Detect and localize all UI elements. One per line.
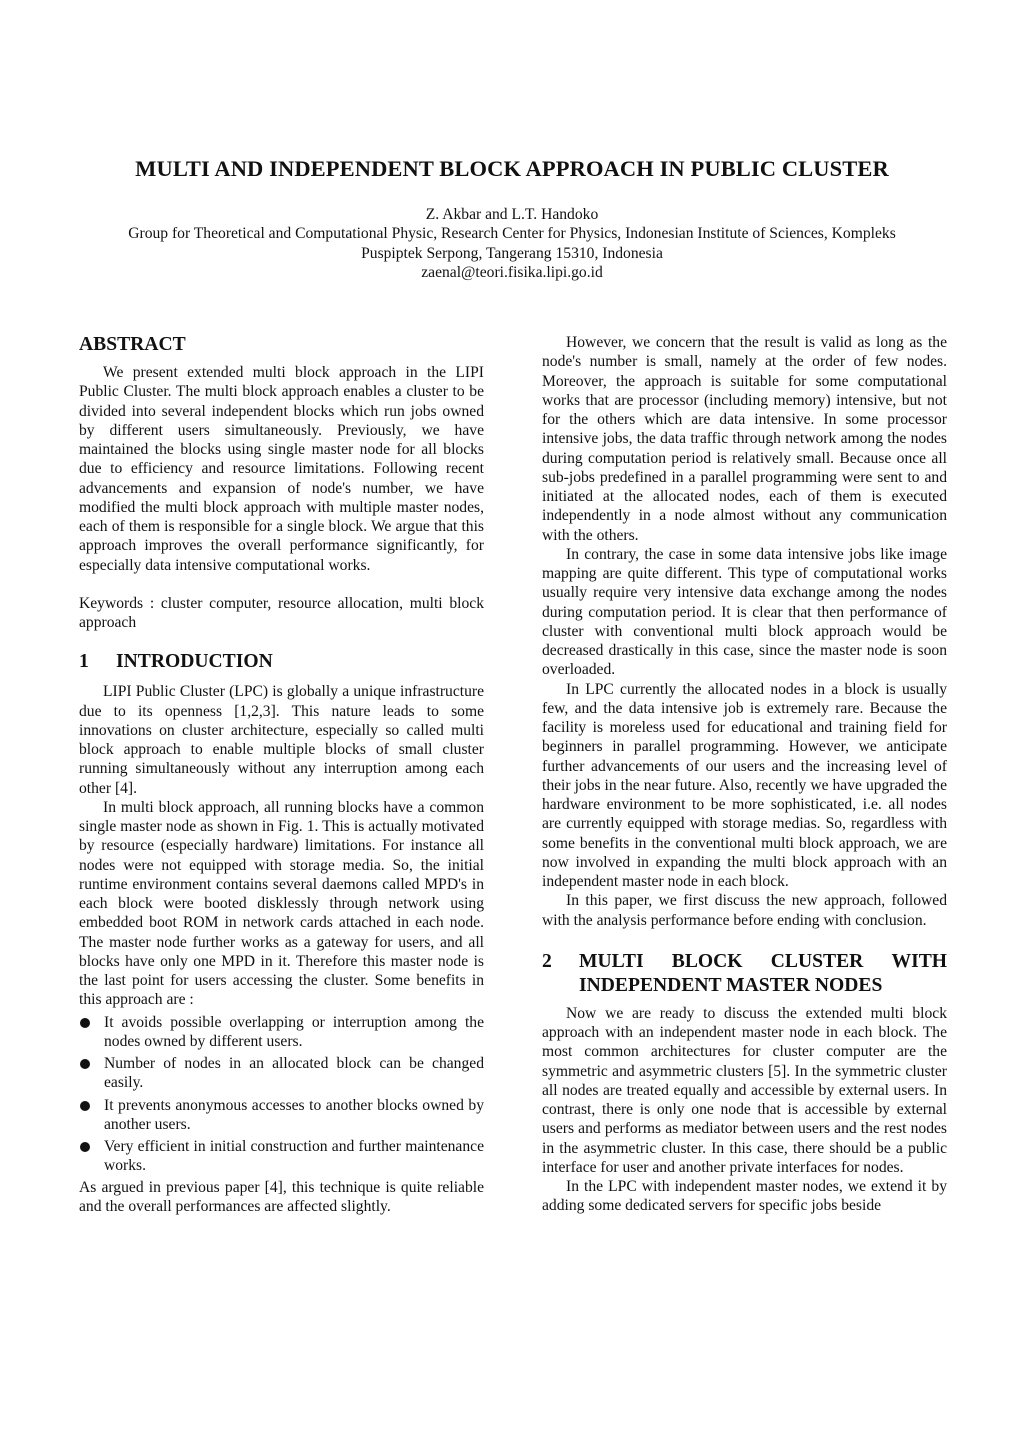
intro-paragraph-2: In multi block approach, all running blocks have a common single master node as shown in Fig. 1. This is actually motivated by resource (especially hardware) limitations. For instance all nodes were not equipped with storage media. So, the initial runtime environment contains several daemons called MPD's in each block were booted disklessly through network using embedded boot ROM in network cards attached in each node. The master node further works as a gateway for users, and all blocks have only one MPD in it. Therefore this master node is the last point for users accessing the cluster. Some benefits in this approach are : — [79, 798, 484, 1009]
section-2-heading — [542, 950, 947, 998]
bullet-icon — [80, 1101, 90, 1111]
author-email: zaenal@teori.fisika.lipi.go.id — [421, 263, 603, 281]
list-item: Very efficient in initial construction and further maintenance works. — [79, 1137, 484, 1176]
list-item: It prevents anonymous accesses to another blocks owned by another users. — [79, 1096, 484, 1135]
section-2-number: 2 — [542, 950, 552, 972]
right-paragraph-1: However, we concern that the result is valid as long as the node's number is small, namely at the order of few nodes. Moreover, the approach is suitable for some computational works that are processor (including memory) intensive, but not for the others which are data intensive. In some processor intensive jobs, the data traffic through network among the nodes during computation period is relatively small. Because once all sub-jobs predefined in a parallel programming were sent to and initiated at the allocated nodes, each of them is executed independently in a node almost without any communication with the others. — [542, 334, 947, 544]
list-item: Number of nodes in an allocated block can be changed easily. — [79, 1054, 484, 1093]
author-names: Z. Akbar and L.T. Handoko — [425, 206, 599, 223]
bullet-icon — [80, 1059, 90, 1069]
section-1-number: 1 — [79, 651, 89, 673]
right-paragraph-3: In LPC currently the allocated nodes in a block is usually few, and the data intensive job is extremely rare. Because the facility is moreless used for educational and training field for beginners in parallel programming. However, we anticipate further advancements of our users and the increasing level of their jobs in the near future. Also, recently we have upgraded the hardware environment to be more sophisticated, i.e. all nodes are currently equipped with storage medias. So, regardless with some benefits in the conventional multi block approach, we are now involved in expanding the multi block approach with an independent master node in each block. — [542, 680, 947, 890]
section-1-heading — [79, 650, 484, 674]
author-block — [60, 205, 964, 282]
abstract-text: We present extended multi block approach in the LIPI Public Cluster. The multi block approach enables a cluster to be divided into several independent blocks which run jobs owned by different users simultaneously. Previously, we have maintained the blocks using single master node for all blocks due to efficiency and resource limitations. Following recent advancements and expansion of node's number, we have modified the multi block approach with multiple master nodes, each of them is responsible for a single block. We argue that this approach improves the overall performance significantly, for especially data intensive computational works. — [79, 364, 484, 574]
bullet-icon — [80, 1018, 90, 1028]
affiliation-line-1: Group for Theoretical and Computational Physic, Research Center for Physics, Indonesian Institute of Sciences, Kompleks — [128, 225, 896, 243]
list-item: It avoids possible overlapping or interruption among the nodes owned by different users. — [79, 1013, 484, 1052]
section-1-title: INTRODUCTION — [116, 651, 273, 673]
right-paragraph-2: In contrary, the case in some data intensive jobs like image mapping are quite different. This type of computational works usually require very intensive data exchange among the nodes during computation period. It is clear that then performance of cluster with conventional multi block approach would be decreased drastically in this case, since the master node is soon overloaded. — [542, 545, 947, 679]
section-2-paragraph-2: In the LPC with independent master nodes, we extend it by adding some dedicated servers for specific jobs beside — [542, 1178, 947, 1215]
section-2-paragraph-1: Now we are ready to discuss the extended multi block approach with an independent master node in each block. The most common architectures for cluster computer are the symmetric and asymmetric clusters [5]. In the symmetric cluster all nodes are treated equally and accessible by external users. In contrast, there is only one node that is accessible by external users and performs as mediator between users and the rest nodes in the asymmetric cluster. In this case, there should be a public interface for user and another private interfaces for nodes. — [542, 1004, 947, 1176]
intro-paragraph-1: LIPI Public Cluster (LPC) is globally a unique infrastructure due to its openness [1,2,3]. This nature leads to some innovations on cluster architecture, especially so called multi block approach to enable multiple blocks of small cluster running simultaneously without any interruption among each other [4]. — [79, 683, 484, 797]
right-paragraph-4: In this paper, we first discuss the new approach, followed with the analysis performance before ending with conclusion. — [542, 892, 947, 929]
bullet-icon — [80, 1142, 90, 1152]
right-column — [542, 333, 947, 1216]
keywords: Keywords : cluster computer, resource allocation, multi block approach — [79, 594, 484, 631]
benefits-list — [79, 1013, 484, 1176]
left-column — [79, 333, 484, 1216]
affiliation-line-2: Puspiptek Serpong, Tangerang 15310, Indonesia — [361, 244, 663, 262]
intro-paragraph-3: As argued in previous paper [4], this technique is quite reliable and the overall performances are affected slightly. — [79, 1178, 484, 1215]
abstract-heading: ABSTRACT — [79, 334, 186, 355]
paper-title: MULTI AND INDEPENDENT BLOCK APPROACH IN PUBLIC CLUSTER — [135, 156, 889, 181]
section-2-title: MULTI BLOCK CLUSTER WITH INDEPENDENT MASTER NODES — [579, 950, 947, 996]
